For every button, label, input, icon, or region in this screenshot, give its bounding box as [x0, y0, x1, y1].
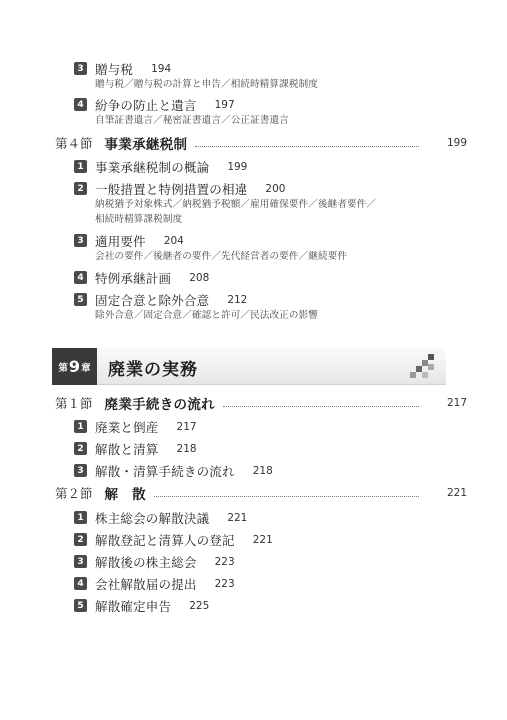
chapter-9-banner[interactable] — [52, 348, 446, 385]
section-title: 廃業手続きの流れ — [104, 397, 215, 413]
chapter-number: 9 — [68, 357, 81, 376]
entry-page: 208 — [189, 271, 210, 284]
chapter-title: 廃業の実務 — [108, 360, 198, 380]
entry-subtopics: 納税猶予対象株式／納税猶予税額／雇用確保要件／後継者要件／ — [95, 199, 377, 210]
entry-number-badge: 2 — [74, 182, 87, 195]
toc-entry[interactable] — [74, 418, 467, 435]
toc-entry[interactable] — [74, 180, 467, 227]
section-page: 217 — [446, 397, 467, 409]
toc-entry[interactable] — [74, 96, 467, 128]
decorative-squares-icon — [408, 354, 438, 380]
entry-subtopics: 除外合意／固定合意／確認と許可／民法改正の影響 — [95, 310, 318, 321]
entry-page: 225 — [189, 599, 210, 612]
entry-number-badge: 2 — [74, 533, 87, 546]
entry-number-badge: 3 — [74, 555, 87, 568]
entry-title: 解散・清算手続きの流れ — [95, 463, 235, 479]
entry-title: 適用要件 — [95, 233, 146, 249]
toc-entry[interactable] — [74, 597, 467, 614]
entry-page: 194 — [151, 62, 172, 75]
entry-title: 解散確定申告 — [95, 598, 172, 614]
entry-number-badge: 1 — [74, 160, 87, 173]
entry-title: 廃業と倒産 — [95, 419, 159, 435]
toc-section-1[interactable] — [55, 393, 467, 413]
section-title: 解 散 — [104, 487, 146, 503]
entry-page: 223 — [214, 577, 235, 590]
entry-title: 事業承継税制の概論 — [95, 159, 210, 175]
entry-title: 紛争の防止と遺言 — [95, 97, 197, 113]
entry-page: 221 — [227, 511, 248, 524]
toc-entry[interactable] — [74, 509, 467, 526]
section-page: 199 — [446, 137, 467, 149]
entry-number-badge: 4 — [74, 271, 87, 284]
leader-dots — [195, 146, 419, 147]
entry-page: 223 — [214, 555, 235, 568]
chapter-prefix: 第 — [58, 362, 68, 374]
entry-title: 解散と清算 — [95, 441, 159, 457]
entry-number-badge: 4 — [74, 98, 87, 111]
section-label: 第２節 — [55, 486, 93, 501]
toc-entry[interactable] — [74, 440, 467, 457]
toc-entry[interactable] — [74, 60, 467, 92]
entry-title: 株主総会の解散決議 — [95, 510, 210, 526]
section-label: 第４節 — [55, 136, 93, 151]
entry-number-badge: 4 — [74, 577, 87, 590]
entry-page: 199 — [227, 160, 248, 173]
toc-entry[interactable] — [74, 462, 467, 479]
entry-page: 218 — [252, 464, 273, 477]
entry-subtopics: 相続時精算課税制度 — [95, 214, 183, 225]
toc-section-4[interactable] — [55, 133, 467, 153]
entry-page: 221 — [252, 533, 273, 546]
entry-page: 204 — [163, 234, 184, 247]
entry-number-badge: 1 — [74, 420, 87, 433]
entry-number-badge: 3 — [74, 62, 87, 75]
entry-title: 一般措置と特例措置の相違 — [95, 181, 248, 197]
entry-page: 197 — [214, 98, 235, 111]
toc-entry[interactable] — [74, 158, 467, 175]
toc-entry[interactable] — [74, 232, 467, 264]
toc-section-2[interactable] — [55, 483, 467, 503]
entry-title: 特例承継計画 — [95, 270, 172, 286]
toc-entry[interactable] — [74, 291, 467, 323]
entry-number-badge: 3 — [74, 464, 87, 477]
section-page: 221 — [446, 487, 467, 499]
entry-title: 固定合意と除外合意 — [95, 292, 210, 308]
entry-page: 212 — [227, 293, 248, 306]
entry-page: 218 — [176, 442, 197, 455]
entry-subtopics: 会社の要件／後継者の要件／先代経営者の要件／継続要件 — [95, 251, 348, 262]
entry-subtopics: 自筆証書遺言／秘密証書遺言／公正証書遺言 — [95, 115, 289, 126]
entry-title: 会社解散届の提出 — [95, 576, 197, 592]
leader-dots — [154, 496, 419, 497]
section-title: 事業承継税制 — [104, 137, 188, 153]
entry-number-badge: 3 — [74, 234, 87, 247]
entry-title: 贈与税 — [95, 61, 134, 77]
entry-page: 217 — [176, 420, 197, 433]
entry-number-badge: 1 — [74, 511, 87, 524]
entry-title: 解散登記と清算人の登記 — [95, 532, 235, 548]
toc-entry[interactable] — [74, 553, 467, 570]
entry-number-badge: 2 — [74, 442, 87, 455]
entry-title: 解散後の株主総会 — [95, 554, 197, 570]
section-label: 第１節 — [55, 396, 93, 411]
entry-number-badge: 5 — [74, 599, 87, 612]
leader-dots — [223, 406, 419, 407]
toc-entry[interactable] — [74, 269, 467, 286]
entry-number-badge: 5 — [74, 293, 87, 306]
chapter-suffix: 章 — [81, 362, 91, 374]
entry-page: 200 — [265, 182, 286, 195]
chapter-number-badge — [52, 348, 97, 385]
toc-entry[interactable] — [74, 575, 467, 592]
toc-entry[interactable] — [74, 531, 467, 548]
entry-subtopics: 贈与税／贈与税の計算と申告／相続時精算課税制度 — [95, 79, 318, 90]
